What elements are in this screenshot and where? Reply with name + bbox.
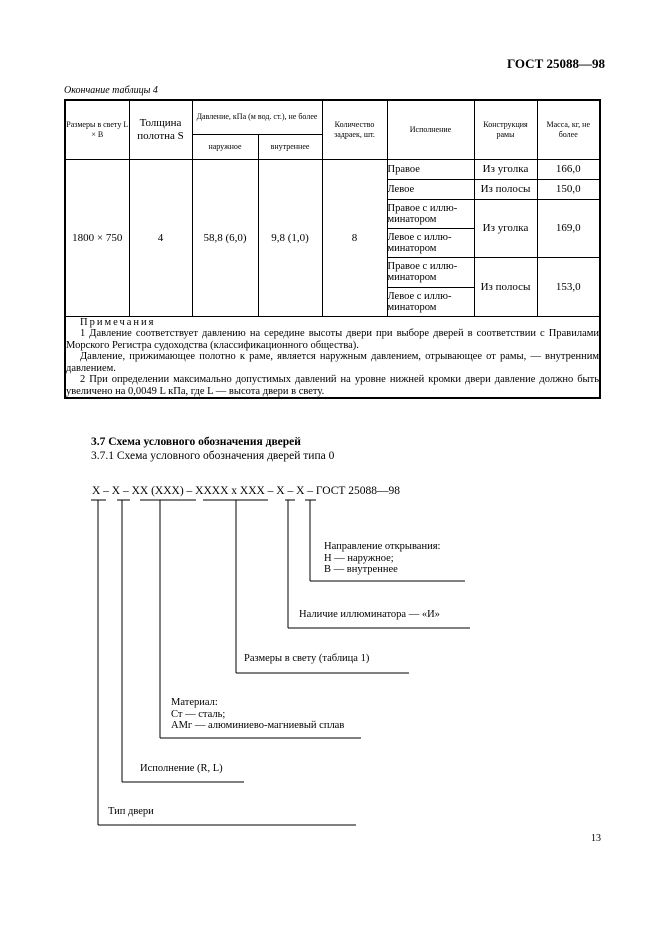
header-inner: внутреннее (258, 134, 322, 159)
cell-frame: Из уголка (474, 159, 537, 179)
cell-latches: 8 (322, 159, 387, 316)
header-thickness: Толщина полотна S (129, 100, 192, 159)
cell-execution: Правое с иллю-минатором (387, 257, 474, 287)
header-outer: наружное (192, 134, 258, 159)
label-direction-inner: В — внутреннее (324, 564, 398, 575)
cell-frame: Из полосы (474, 257, 537, 316)
cell-execution: Левое с иллю-минатором (387, 228, 474, 257)
notes-title: Примечания (80, 316, 156, 328)
cell-execution: Правое (387, 159, 474, 179)
subsection-heading: 3.7.1 Схема условного обозначения дверей типа 0 (91, 450, 335, 462)
label-material (171, 697, 344, 732)
label-direction-outer: Н — наружное; (324, 552, 394, 564)
note-2: 2 При определении максимально допустимых давлений на уровне нижней кромки двери давление должно быть увеличено на 0,0049 L кПа, где L — высота двери в свету. (66, 374, 599, 397)
label-sizes: Размеры в свету (таблица 1) (244, 653, 370, 664)
cell-thickness: 4 (129, 159, 192, 316)
label-execution: Исполнение (R, L) (140, 763, 223, 774)
note-1b: Давление, прижимающее полотно к раме, является наружным давлением, отрывающее от рамы, — внутренним давлением. (66, 351, 599, 374)
note-1: 1 Давление соответствует давлению на середине высоты двери при выборе дверей в соответствии с Правилами Морского Регистра судоходства (классификационного общества). (66, 328, 599, 351)
label-door-type: Тип двери (108, 806, 154, 817)
cell-execution: Правое с иллю-минатором (387, 199, 474, 228)
cell-mass: 166,0 (537, 159, 600, 179)
designation-scheme: Х – Х – ХХ (ХХХ) – ХХХХ х ХХХ – Х – Х – ГОСТ 25088—98 (92, 485, 401, 497)
label-direction-title: Направление открывания: (324, 541, 441, 552)
header-size: Размеры в свету L × B (65, 100, 129, 159)
table-caption: Окончание таблицы 4 (64, 85, 158, 96)
cell-mass: 150,0 (537, 179, 600, 199)
label-porthole: Наличие иллюминатора — «И» (299, 609, 440, 620)
cell-inner-pressure: 9,8 (1,0) (258, 159, 322, 316)
label-material-title: Материал: (171, 697, 218, 708)
label-material-steel: Ст — сталь; (171, 708, 226, 720)
cell-outer-pressure: 58,8 (6,0) (192, 159, 258, 316)
label-direction (324, 541, 440, 576)
cell-frame: Из уголка (474, 199, 537, 257)
header-latches: Количество задраек, шт. (322, 100, 387, 159)
cell-mass: 153,0 (537, 257, 600, 316)
header-frame: Конструкция рамы (474, 100, 537, 159)
header-execution: Исполнение (387, 100, 474, 159)
header-mass: Масса, кг, не более (537, 100, 600, 159)
cell-execution: Левое (387, 179, 474, 199)
label-material-amg: АМг — алюминиево-магниевый сплав (171, 720, 345, 731)
cell-mass: 169,0 (537, 199, 600, 257)
section-heading: 3.7 Схема условного обозначения дверей (91, 436, 301, 448)
document-code: ГОСТ 25088—98 (506, 56, 605, 71)
cell-execution: Левое с иллю-минатором (387, 287, 474, 316)
page-number: 13 (591, 833, 601, 844)
header-pressure: Давление, кПа (м вод. ст.), не более (192, 100, 322, 134)
cell-frame: Из полосы (474, 179, 537, 199)
cell-size: 1800 × 750 (65, 159, 129, 316)
